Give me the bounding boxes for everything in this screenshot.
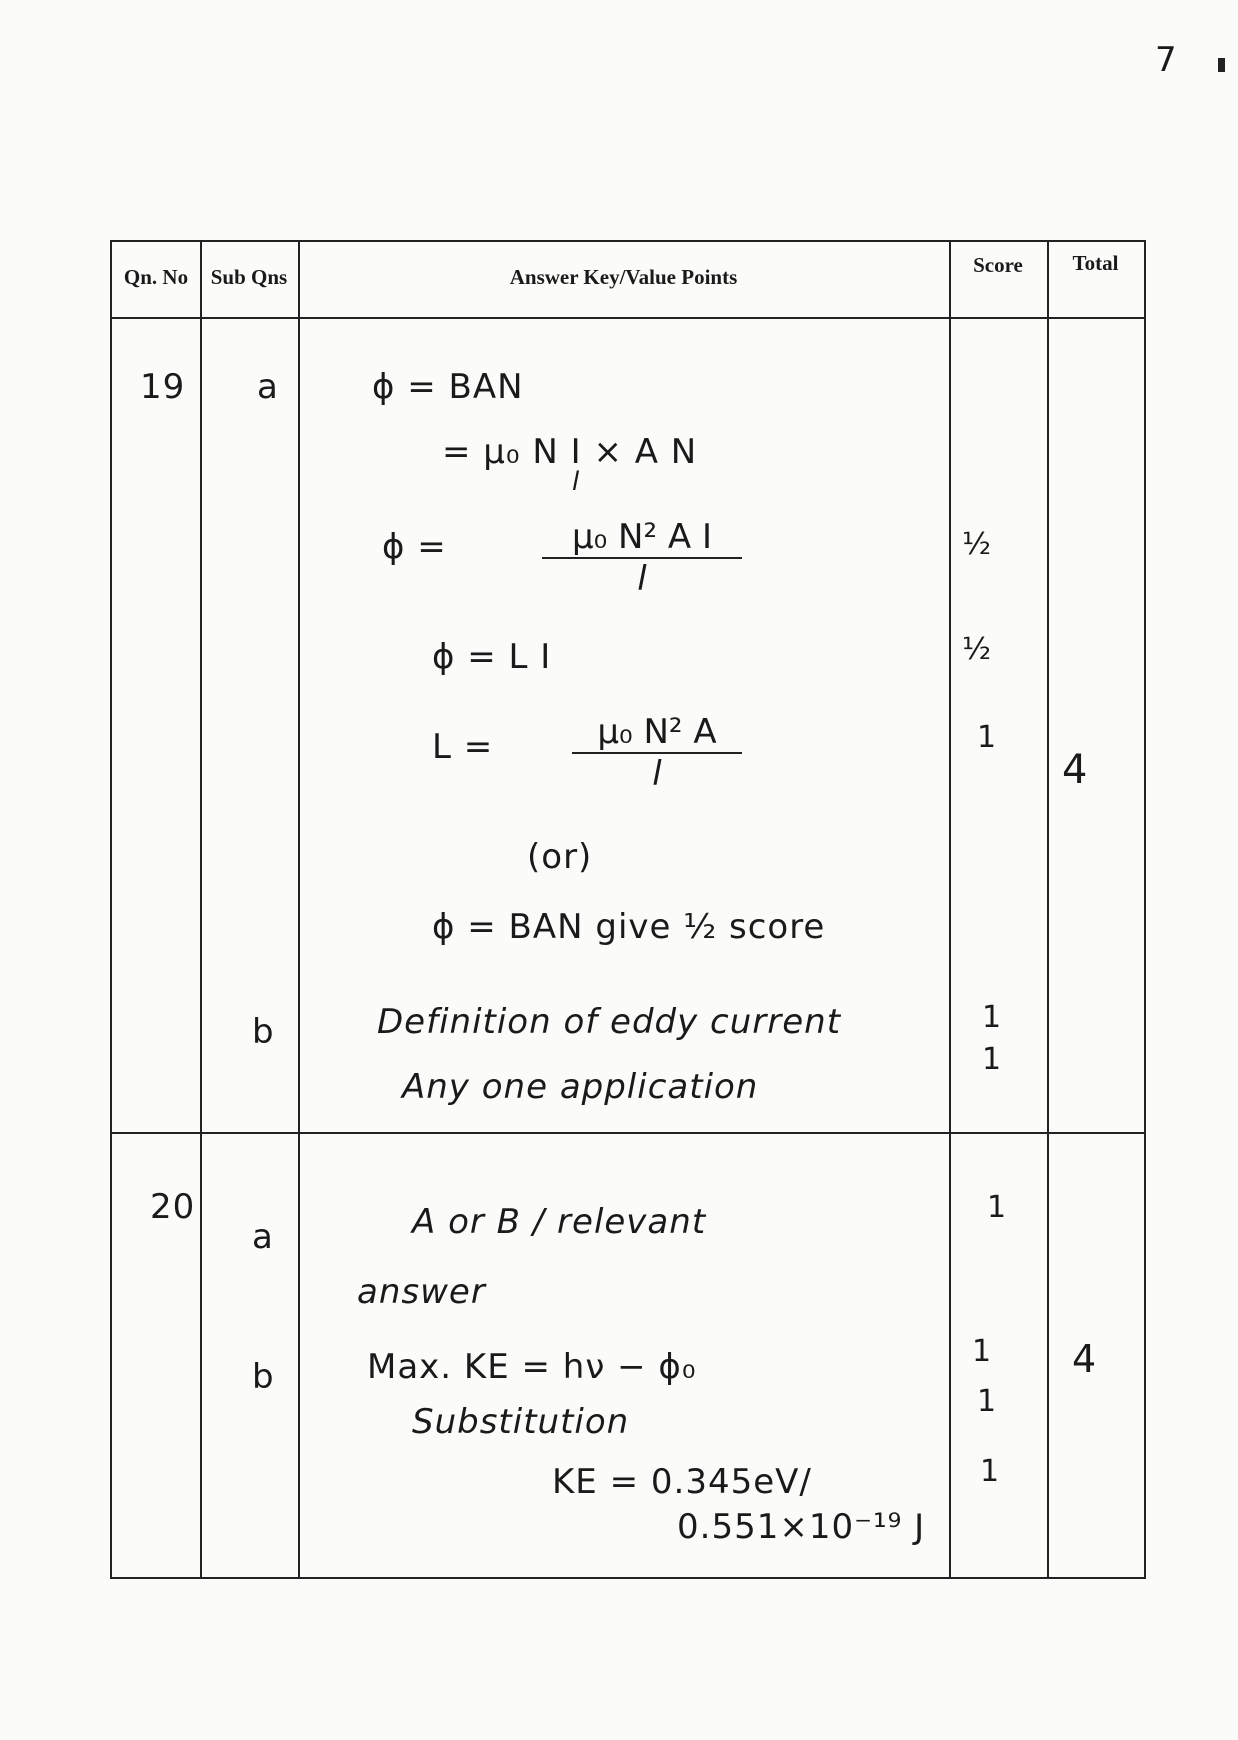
q19-line2-den: l	[572, 467, 581, 497]
q20-b-line1-score: 1	[972, 1334, 992, 1369]
q20-b-line3-score: 1	[980, 1454, 1000, 1489]
header-divider	[112, 317, 1144, 319]
q19-total: 4	[1062, 747, 1089, 793]
q19-line3-den: l	[637, 559, 647, 599]
q19-line3-lhs: ϕ =	[382, 527, 447, 567]
q19-line2: = μ₀ N I × A N	[442, 432, 698, 472]
q19-line4-score: ½	[962, 632, 992, 667]
header-score: Score	[973, 253, 1023, 277]
q19-line3-fraction	[542, 517, 742, 599]
q19-line3-num: μ₀ N² A I	[542, 517, 742, 559]
q19-line1: ϕ = BAN	[372, 367, 524, 407]
q19-line5-num: μ₀ N² A	[572, 712, 742, 754]
q19-line5-lhs: L =	[432, 727, 494, 767]
col-divider-4	[1047, 242, 1049, 1577]
q20-a-line1-score: 1	[987, 1190, 1007, 1225]
q20-b-line4: 0.551×10⁻¹⁹ J	[677, 1507, 926, 1547]
scan-mark	[1218, 58, 1225, 72]
q19-or: (or)	[527, 837, 593, 877]
page-number: 7	[1155, 40, 1177, 80]
q19-b-line1: Definition of eddy current	[377, 1002, 842, 1042]
header-total: Total	[1072, 251, 1119, 275]
q20-a-line2: answer	[357, 1272, 486, 1312]
q19-line3-score: ½	[962, 527, 992, 562]
col-divider-1	[200, 242, 202, 1577]
q19-b-line1-score: 1	[982, 1000, 1002, 1035]
q19-number: 19	[140, 367, 186, 407]
q20-b-line1: Max. KE = hν − ϕ₀	[367, 1347, 697, 1387]
row-divider	[112, 1132, 1144, 1134]
q19-b-label: b	[252, 1012, 275, 1052]
q19-line5-fraction	[572, 712, 742, 794]
q19-line5-score: 1	[977, 720, 997, 755]
q20-a-line1: A or B / relevant	[412, 1202, 707, 1242]
header-qn-no: Qn. No	[123, 265, 189, 289]
q20-number: 20	[150, 1187, 196, 1227]
answer-key-table	[110, 240, 1146, 1579]
q19-alt-line: ϕ = BAN give ½ score	[432, 907, 826, 947]
col-divider-2	[298, 242, 300, 1577]
q20-b-line2: Substitution	[412, 1402, 630, 1442]
q20-b-line2-score: 1	[977, 1384, 997, 1419]
q20-b-line3: KE = 0.345eV/	[552, 1462, 812, 1502]
col-divider-3	[949, 242, 951, 1577]
header-sub-qns: Sub Qns	[210, 265, 288, 289]
q19-line4: ϕ = L I	[432, 637, 552, 677]
q20-a-label: a	[252, 1217, 274, 1257]
header-answer-key: Answer Key/Value Points	[509, 265, 738, 289]
q19-line5-den: l	[652, 754, 662, 794]
q20-b-label: b	[252, 1357, 275, 1397]
q19-a-label: a	[257, 367, 279, 407]
q20-total: 4	[1072, 1337, 1098, 1381]
q19-b-line2-score: 1	[982, 1042, 1002, 1077]
q19-b-line2: Any one application	[402, 1067, 759, 1107]
